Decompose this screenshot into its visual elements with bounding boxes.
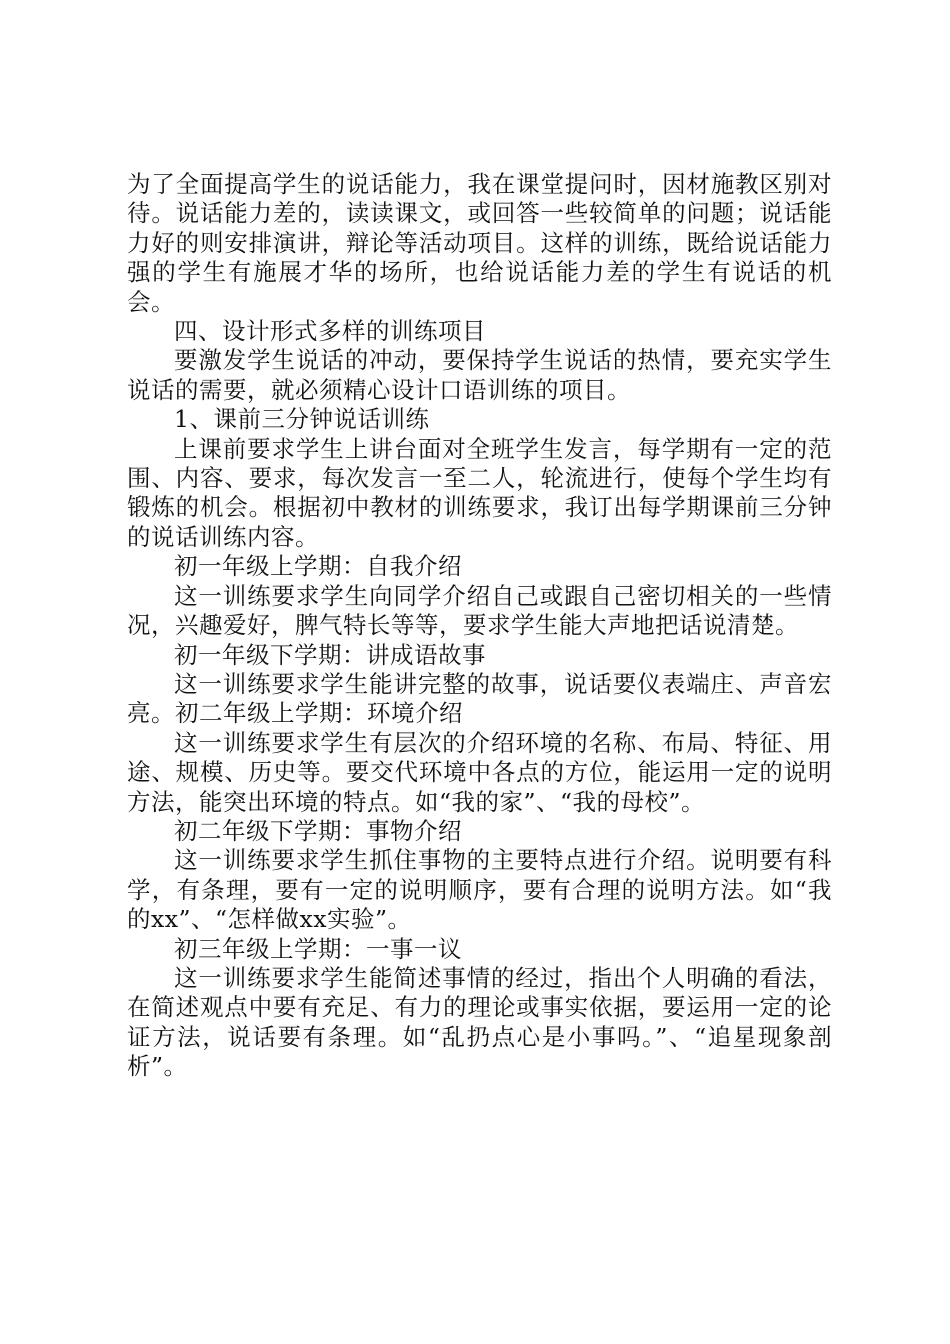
document-page [127, 170, 832, 1082]
paragraph-pre-class: 上课前要求学生上讲台面对全班学生发言，每学期有一定的范围、内容、要求，每次发言一至二人，轮流进行，使每个学生均有锻炼的机会。根据初中教材的训练要求，我订出每学期课前三分钟的说话训练内容。 [127, 434, 832, 551]
paragraph-one-issue: 这一训练要求学生能简述事情的经过，指出个人明确的看法，在简述观点中要有充足、有力的理论或事实依据，要运用一定的论证方法，说话要有条理。如“乱扔点心是小事吗。”、“追星现象剖析”。 [127, 963, 832, 1081]
grade-heading-7b: 初一年级下学期：讲成语故事 [174, 640, 486, 669]
paragraph-self-intro: 这一训练要求学生向同学介绍自己或跟自己密切相关的一些情况，兴趣爱好，脾气特长等等，要求学生能大声地把话说清楚。 [127, 581, 832, 640]
paragraph-environment: 这一训练要求学生有层次的介绍环境的名称、布局、特征、用途、规模、历史等。要交代环境中各点的方位，能运用一定的说明方法，能突出环境的特点。如“我的家”、“我的母校”。 [127, 728, 832, 816]
subheading-1: 1、课前三分钟说话训练 [174, 405, 430, 434]
grade-heading-8b: 初二年级下学期：事物介绍 [174, 816, 462, 845]
grade-heading-7a: 初一年级上学期：自我介绍 [174, 552, 462, 581]
paragraph-things: 这一训练要求学生抓住事物的主要特点进行介绍。说明要有科学，有条理，要有一定的说明顺序，要有合理的说明方法。如“我的xx”、“怎样做xx实验”。 [127, 846, 832, 934]
grade-heading-9a: 初三年级上学期：一事一议 [174, 934, 462, 963]
paragraph-idiom-story: 这一训练要求学生能讲完整的故事，说话要仪表端庄、声音宏亮。初二年级上学期：环境介绍 [127, 669, 832, 728]
paragraph-motivation: 要激发学生说话的冲动，要保持学生说话的热情，要充实学生说话的需要，就必须精心设计口语训练的项目。 [127, 346, 832, 404]
paragraph-intro: 为了全面提高学生的说话能力，我在课堂提问时，因材施教区别对待。说话能力差的，读读课文，或回答一些较简单的问题；说话能力好的则安排演讲，辩论等活动项目。这样的训练，既给说话能力强的学生有施展才华的场所，也给说话能力差的学生有说话的机会。 [127, 170, 832, 316]
section-heading-4: 四、设计形式多样的训练项目 [174, 317, 486, 346]
